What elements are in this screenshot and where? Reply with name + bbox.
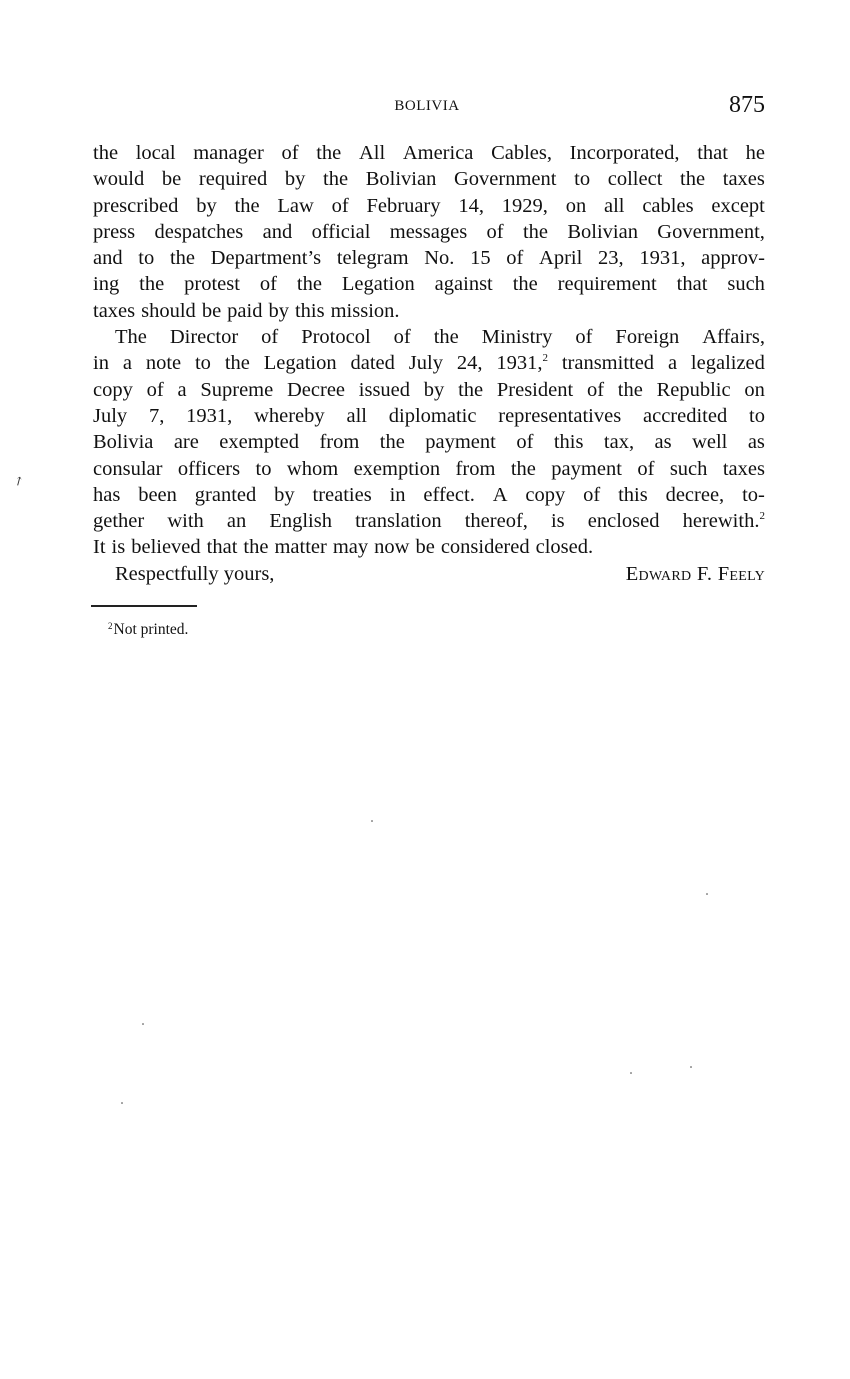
text-line: would be required by the Bolivian Government to collect the taxes (93, 168, 765, 191)
text-line: in a note to the Legation dated July 24, 1931,$^2$ transmitted a legalized (93, 352, 765, 375)
text-line: The Director of Protocol of the Ministry of Foreign Affairs, (115, 326, 765, 349)
body-text (93, 140, 765, 587)
paper-speck (121, 1102, 123, 1104)
text-line: gether with an English translation thereof, is enclosed herewith.$^2$ (93, 510, 765, 533)
text-line: press despatches and official messages of the Bolivian Government, (93, 220, 765, 243)
paper-speck (706, 893, 708, 895)
footnote-ref: 2 (542, 352, 548, 365)
text-line: taxes should be paid by this mission. (93, 299, 400, 322)
text-line: It is believed that the matter may now be considered closed. (93, 536, 594, 559)
margin-mark: ↗ (10, 472, 27, 490)
text-line: copy of a Supreme Decree issued by the President of the Republic on (93, 378, 765, 401)
text-line: ing the protest of the Legation against the requirement that such (93, 273, 765, 296)
text-line: prescribed by the Law of February 14, 1929, on all cables except (93, 194, 765, 217)
text-line: the local manager of the All America Cables, Incorporated, that he (93, 142, 765, 164)
text-line: consular officers to whom exemption from the payment of such taxes (93, 457, 765, 480)
closing (93, 561, 765, 587)
paper-speck (371, 820, 373, 822)
footnote (108, 621, 188, 639)
footnote-text: Not printed. (113, 621, 189, 638)
paper-speck (630, 1072, 632, 1074)
footnote-rule (91, 605, 197, 607)
signature: Edward F. Feely (625, 562, 765, 585)
paper-speck (142, 1023, 144, 1025)
text-line: July 7, 1931, whereby all diplomatic representatives accredited to (93, 404, 765, 427)
text-line: has been granted by treaties in effect. A copy of this decree, to- (93, 483, 765, 506)
page-header (93, 92, 765, 122)
paragraph-2 (93, 324, 765, 561)
footnote-marker: 2 (108, 621, 113, 631)
footnote-ref: 2 (759, 510, 765, 523)
paragraph-1 (93, 140, 765, 324)
text-line: Bolivia are exempted from the payment of this tax, as well as (93, 431, 765, 454)
page-number: 875 (729, 92, 765, 118)
salutation: Respectfully yours, (115, 562, 275, 585)
text-line: and to the Department’s telegram No. 15 of April 23, 1931, approv- (93, 247, 765, 270)
paper-speck (690, 1066, 692, 1068)
running-head: BOLIVIA (394, 98, 460, 114)
